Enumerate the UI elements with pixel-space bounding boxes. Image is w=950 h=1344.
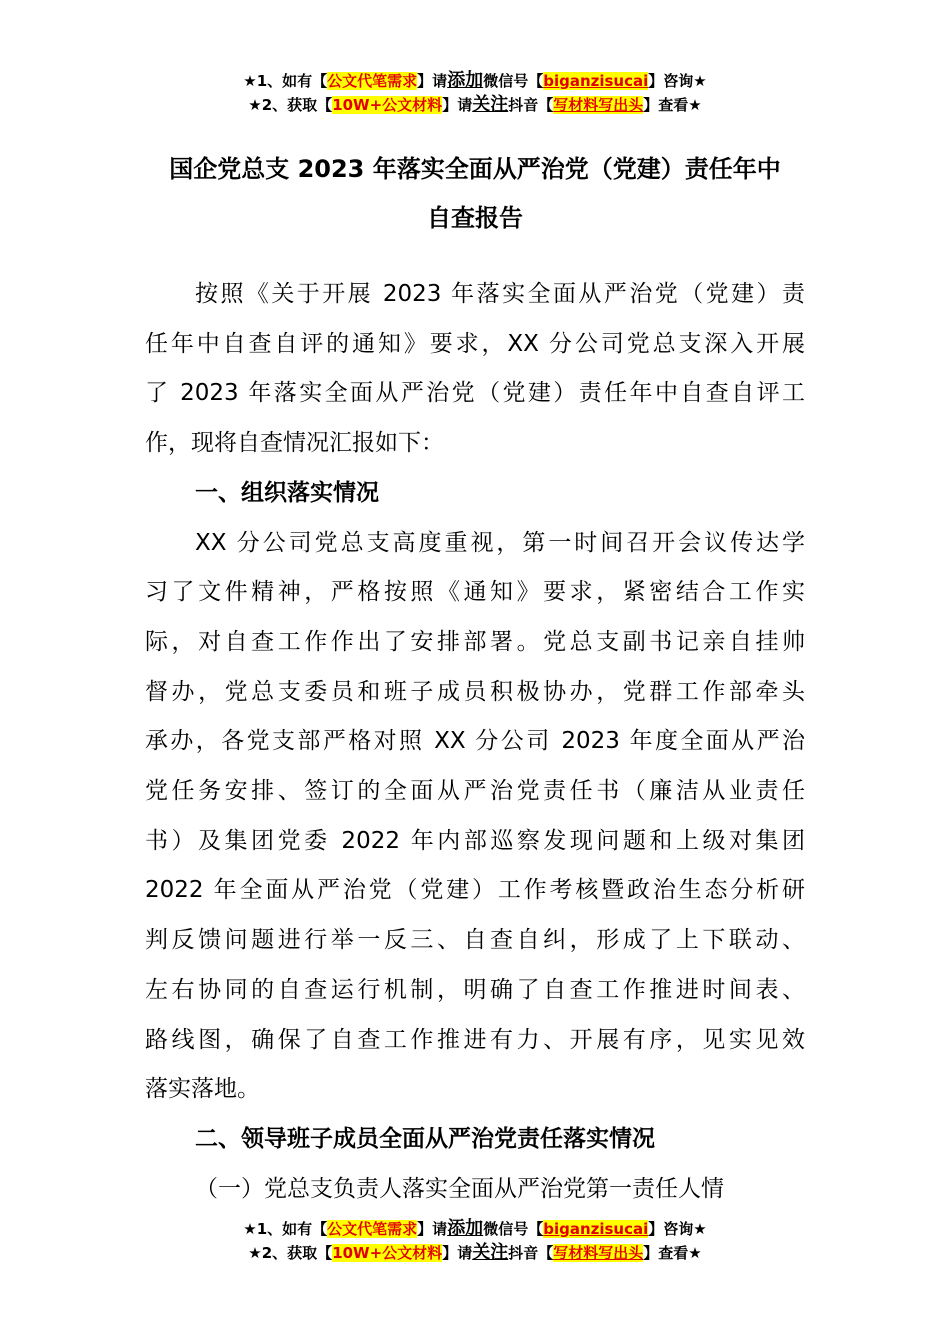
paragraph-line: 书）及集团党委 2022 年内部巡察发现问题和上级对集团 bbox=[145, 827, 805, 854]
promo-douyin-id: 写材料写出头 bbox=[553, 96, 644, 114]
paragraph-line: XX 分公司党总支高度重视，第一时间召开会议传达学 bbox=[195, 529, 805, 556]
promo-emphasis: 添加 bbox=[447, 1218, 484, 1239]
promo-wechat-id: biganzisucai bbox=[543, 1220, 649, 1238]
promo-banner-top bbox=[0, 69, 950, 117]
promo-text: 】请 bbox=[442, 96, 473, 114]
promo-emphasis: 关注 bbox=[472, 94, 509, 115]
promo-text: 抖音【 bbox=[508, 96, 554, 114]
document-body bbox=[145, 270, 805, 1214]
promo-line-2 bbox=[0, 1241, 950, 1265]
paragraph-line: 路线图，确保了自查工作推进有力、开展有序，见实见效 bbox=[145, 1026, 805, 1053]
promo-text: 】请 bbox=[417, 1220, 448, 1238]
paragraph-line: 作，现将自查情况汇报如下： bbox=[145, 430, 444, 457]
section-heading: 二、领导班子成员全面从严治党责任落实情况 bbox=[195, 1125, 655, 1152]
paragraph-line: 按照《关于开展 2023 年落实全面从严治党（党建）责 bbox=[195, 281, 805, 307]
document-title bbox=[0, 145, 950, 243]
promo-line-1 bbox=[0, 69, 950, 93]
promo-text: ★2、获取【 bbox=[248, 1244, 333, 1262]
promo-text: 】咨询★ bbox=[648, 1220, 707, 1238]
promo-highlight: 公文代笔需求 bbox=[327, 1220, 418, 1238]
promo-text: 】咨询★ bbox=[648, 72, 707, 90]
promo-text: 抖音【 bbox=[508, 1244, 554, 1262]
promo-text: 】请 bbox=[417, 72, 448, 90]
promo-wechat-id: biganzisucai bbox=[543, 72, 649, 90]
title-line: 自查报告 bbox=[427, 204, 523, 232]
paragraph-line: 落实落地。 bbox=[145, 1076, 260, 1103]
promo-text: 微信号【 bbox=[483, 1220, 544, 1238]
paragraph-line: 督办，党总支委员和班子成员积极协办，党群工作部牵头 bbox=[145, 678, 805, 705]
promo-text: 】请 bbox=[442, 1244, 473, 1262]
paragraph-line: 了 2023 年落实全面从严治党（党建）责任年中自查自评工 bbox=[145, 380, 805, 407]
promo-text: ★2、获取【 bbox=[248, 96, 333, 114]
promo-highlight: 公文代笔需求 bbox=[327, 72, 418, 90]
promo-highlight: 10W+公文材料 bbox=[332, 1244, 443, 1262]
paragraph-line: 习了文件精神，严格按照《通知》要求，紧密结合工作实 bbox=[145, 579, 805, 606]
title-line: 国企党总支 2023 年落实全面从严治党（党建）责任年中 bbox=[169, 155, 781, 183]
paragraph-line: 任年中自查自评的通知》要求，XX 分公司党总支深入开展 bbox=[145, 330, 805, 357]
paragraph-line: 左右协同的自查运行机制，明确了自查工作推进时间表、 bbox=[145, 976, 805, 1003]
promo-douyin-id: 写材料写出头 bbox=[553, 1244, 644, 1262]
promo-banner-bottom bbox=[0, 1217, 950, 1265]
paragraph-line: 党任务安排、签订的全面从严治党责任书（廉洁从业责任 bbox=[145, 778, 805, 805]
paragraph-line: 际，对自查工作作出了安排部署。党总支副书记亲自挂帅 bbox=[145, 628, 805, 655]
promo-text: ★1、如有【 bbox=[243, 72, 328, 90]
promo-text: 微信号【 bbox=[483, 72, 544, 90]
section-heading: 一、组织落实情况 bbox=[195, 479, 379, 506]
paragraph-line: （一）党总支负责人落实全面从严治党第一责任人情 bbox=[195, 1175, 724, 1202]
promo-text: 】查看★ bbox=[643, 1244, 702, 1262]
promo-highlight: 10W+公文材料 bbox=[332, 96, 443, 114]
paragraph-line: 判反馈问题进行举一反三、自查自纠，形成了上下联动、 bbox=[145, 927, 805, 954]
promo-text: 】查看★ bbox=[643, 96, 702, 114]
promo-line-2 bbox=[0, 93, 950, 117]
paragraph-line: 2022 年全面从严治党（党建）工作考核暨政治生态分析研 bbox=[145, 877, 805, 904]
promo-emphasis: 关注 bbox=[472, 1242, 509, 1263]
promo-text: ★1、如有【 bbox=[243, 1220, 328, 1238]
paragraph-line: 承办，各党支部严格对照 XX 分公司 2023 年度全面从严治 bbox=[145, 728, 805, 755]
promo-emphasis: 添加 bbox=[447, 70, 484, 91]
promo-line-1 bbox=[0, 1217, 950, 1241]
